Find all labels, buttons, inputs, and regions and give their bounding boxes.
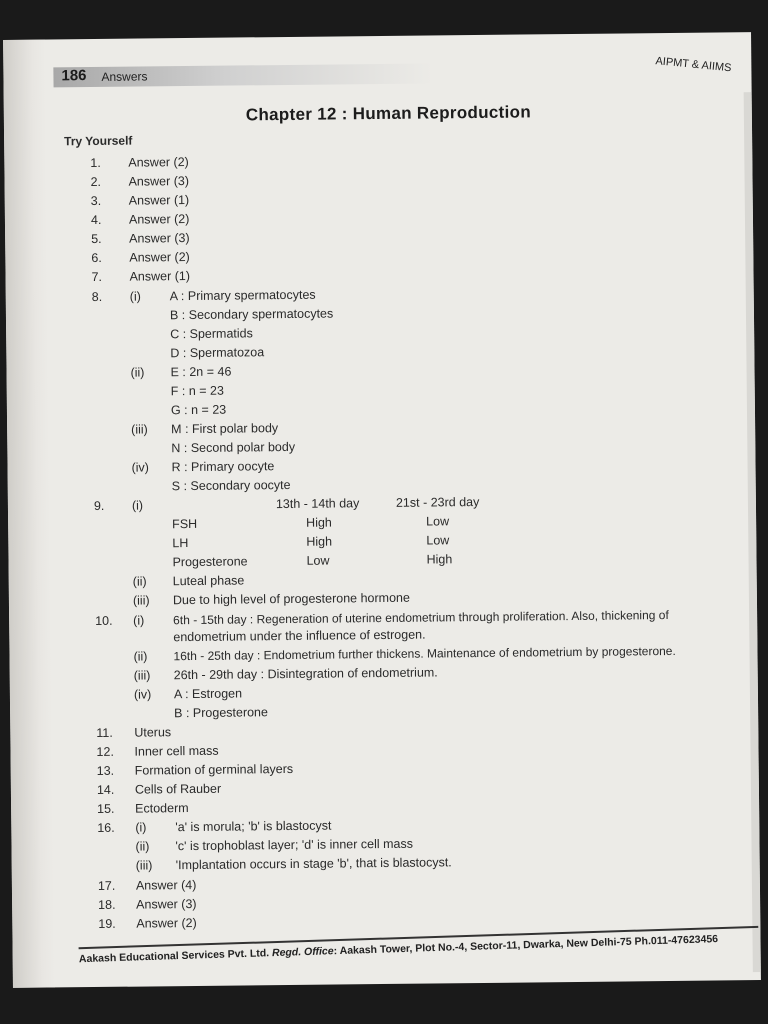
part-label: (iii) xyxy=(135,858,153,873)
answer-line: S : Secondary oocyte xyxy=(171,477,291,494)
answer-number: 11. xyxy=(96,725,113,741)
answer-text: Answer (3) xyxy=(136,896,197,912)
part-label: (i) xyxy=(133,613,145,628)
answer-line: Luteal phase xyxy=(172,573,245,589)
answer-number: 14. xyxy=(96,782,115,798)
answer-text: Formation of germinal layers xyxy=(134,761,294,778)
answer-line: 'a' is morula; 'b' is blastocyst xyxy=(175,818,332,835)
answer-text: Answer (1) xyxy=(128,193,190,208)
answer-line: Due to high level of progesterone hormone xyxy=(172,590,410,608)
answer-text: Ectoderm xyxy=(135,801,189,816)
table-cell: High xyxy=(426,552,453,567)
answer-number: 6. xyxy=(91,250,102,266)
answer-text: Cells of Rauber xyxy=(134,781,222,797)
page-edge xyxy=(744,92,761,972)
answer-number: 15. xyxy=(97,801,115,816)
footer xyxy=(79,926,760,975)
part-label: (ii) xyxy=(130,365,145,380)
answer-number: 18. xyxy=(98,897,116,912)
table-cell: Low xyxy=(306,553,330,568)
try-yourself-heading: Try Yourself xyxy=(64,133,133,149)
answer-line: 6th - 15th day : Regeneration of uterine endometrium through proliferation. Also, thickening of xyxy=(173,608,669,628)
footer-regd: Regd. Office xyxy=(271,945,334,960)
part-label: (i) xyxy=(129,289,141,304)
part-label: (ii) xyxy=(133,649,148,664)
section-label: Answers xyxy=(101,69,148,84)
answer-text: Answer (2) xyxy=(129,249,190,265)
table-cell: High xyxy=(306,515,332,530)
footer-address: : Aakash Tower, Plot No.-4, Sector-11, Dwarka, New Delhi-75 Ph.011-47623456 xyxy=(333,933,719,958)
answer-line: R : Primary oocyte xyxy=(171,459,275,475)
hormone-name: FSH xyxy=(172,516,198,532)
answer-text: Answer (2) xyxy=(128,155,189,170)
part-label: (ii) xyxy=(132,574,147,589)
answer-number: 19. xyxy=(98,916,116,931)
answer-line: 'Implantation occurs in stage 'b', that is blastocyst. xyxy=(175,855,452,873)
chapter-title: Chapter 12 : Human Reproduction xyxy=(245,102,532,125)
answer-text: Uterus xyxy=(134,725,172,740)
answer-number: 2. xyxy=(90,174,102,190)
answer-line: F : n = 23 xyxy=(170,383,224,399)
part-label: (iii) xyxy=(133,668,151,683)
answer-number: 9. xyxy=(93,498,105,514)
answer-number: 13. xyxy=(96,763,115,779)
answer-line: 16th - 25th day : Endometrium further thickens. Maintenance of endometrium by progesterone. xyxy=(173,643,676,664)
answer-line: B : Progesterone xyxy=(174,705,268,721)
answer-number: 1. xyxy=(90,155,101,171)
answer-text: Answer (1) xyxy=(129,268,191,284)
part-label: (iii) xyxy=(132,593,150,608)
answer-text: Answer (2) xyxy=(128,212,190,227)
answer-line: 'c' is trophoblast layer; 'd' is inner cell mass xyxy=(175,836,413,854)
table-cell: High xyxy=(306,534,333,549)
part-label: (i) xyxy=(135,820,147,835)
answer-number: 3. xyxy=(90,193,102,209)
part-label: (iv) xyxy=(133,687,152,702)
answer-line: M : First polar body xyxy=(171,421,279,437)
answer-number: 10. xyxy=(95,613,113,629)
part-label: (i) xyxy=(131,498,144,513)
answer-line: A : Estrogen xyxy=(173,686,243,702)
answer-line: C : Spermatids xyxy=(170,326,253,342)
page-gutter xyxy=(3,40,55,988)
answer-text: Answer (3) xyxy=(129,231,190,246)
answer-line: G : n = 23 xyxy=(170,402,227,418)
table-header: 21st - 23rd day xyxy=(395,494,480,510)
answer-text: Answer (3) xyxy=(128,174,190,189)
answer-number: 4. xyxy=(90,212,102,228)
answer-number: 17. xyxy=(97,878,116,893)
answer-number: 7. xyxy=(91,269,103,285)
hormone-name: LH xyxy=(172,536,189,551)
answer-text: Answer (2) xyxy=(136,915,197,931)
table-header: 13th - 14th day xyxy=(275,496,360,512)
part-label: (ii) xyxy=(135,839,150,854)
answer-text: Answer (4) xyxy=(135,877,197,893)
answer-text: Inner cell mass xyxy=(134,743,219,759)
table-cell: Low xyxy=(426,514,450,529)
part-label: (iv) xyxy=(131,460,149,475)
answer-number: 16. xyxy=(97,820,115,835)
answer-number: 12. xyxy=(96,744,114,760)
answer-line: D : Spermatozoa xyxy=(170,345,265,361)
answer-line: 26th - 29th day : Disintegration of endometrium. xyxy=(173,665,438,683)
footer-company: Aakash Educational Services Pvt. Ltd. xyxy=(78,947,270,966)
table-cell: Low xyxy=(426,533,450,548)
answer-number: 5. xyxy=(91,231,102,247)
header-tag: AIPMT & AIIMS xyxy=(654,55,732,75)
answer-line: E : 2n = 46 xyxy=(170,364,232,380)
answer-line: B : Secondary spermatocytes xyxy=(169,306,334,323)
answer-line: endometrium under the influence of estrogen. xyxy=(173,627,426,645)
part-label: (iii) xyxy=(131,422,148,437)
answer-number: 8. xyxy=(91,289,103,305)
header-bar xyxy=(53,60,743,87)
hormone-name: Progesterone xyxy=(172,554,248,570)
book-page xyxy=(3,32,761,988)
answer-line: A : Primary spermatocytes xyxy=(169,287,316,304)
answer-line: N : Second polar body xyxy=(171,439,296,456)
page-number: 186 xyxy=(61,67,87,85)
